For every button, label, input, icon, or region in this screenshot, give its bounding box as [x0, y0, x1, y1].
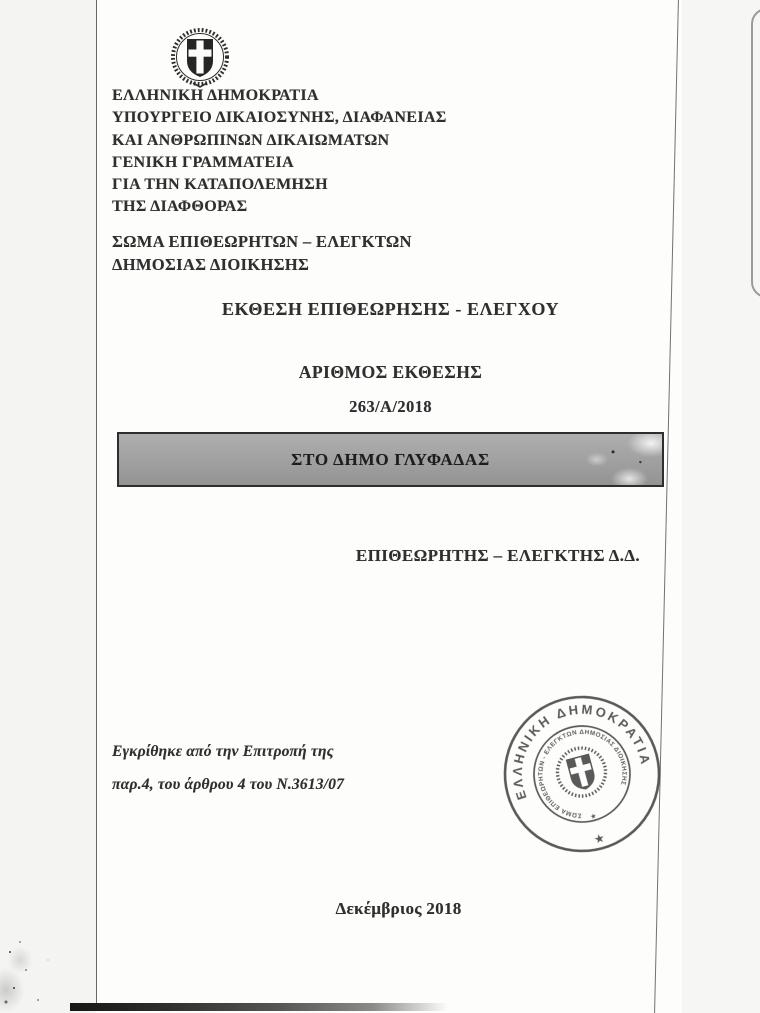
- stamp-center-emblem: [552, 743, 611, 802]
- approval-line: Εγκρίθηκε από την Επιτροπή της: [112, 743, 334, 760]
- greek-coat-of-arms-icon: [160, 23, 240, 93]
- inspector-line: ΕΠΙΘΕΩΡΗΤΗΣ – ΕΛΕΓΚΤΗΣ Δ.Δ.: [355, 546, 640, 565]
- stamp-outer-text: ΕΛΛΗΝΙΚΗ ΔΗΜΟΚΡΑΤΙΑ: [509, 701, 654, 802]
- header-line: ΥΠΟΥΡΓΕΙΟ ΔΙΚΑΙΟΣΥΝΗΣ, ΔΙΑΦΑΝΕΙΑΣ: [112, 109, 447, 127]
- ministry-header-block: [112, 85, 447, 219]
- report-number-label: ΑΡΙΘΜΟΣ ΕΚΘΕΣΗΣ: [298, 362, 483, 382]
- header-line: ΓΙΑ ΤΗΝ ΚΑΤΑΠΟΛΕΜΗΣΗ: [112, 176, 328, 194]
- report-title: ΕΚΘΕΣΗ ΕΠΙΘΕΩΡΗΣΗΣ - ΕΛΕΓΧΟΥ: [221, 299, 560, 319]
- approval-line: παρ.4, του άρθρου 4 του Ν.3613/07: [112, 776, 345, 793]
- header-line: ΓΕΝΙΚΗ ΓΡΑΜΜΑΤΕΙΑ: [112, 153, 294, 171]
- agency-block: [112, 231, 412, 276]
- header-line: ΚΑΙ ΑΝΘΡΩΠΙΝΩΝ ΔΙΚΑΙΩΜΑΤΩΝ: [112, 131, 390, 149]
- approval-note: [112, 735, 344, 801]
- scan-bottom-bar-artifact: [70, 1003, 448, 1011]
- report-number: 263/Α/2018: [349, 397, 432, 416]
- scan-corner-artifact: [751, 8, 760, 298]
- scan-margin-right: [682, 0, 760, 1013]
- stamp-outer-star: ★: [592, 830, 607, 847]
- subject-banner: [117, 432, 664, 487]
- header-line: ΤΗΣ ΔΙΑΦΘΟΡΑΣ: [112, 198, 248, 216]
- page-edge-line-left: [96, 0, 97, 1010]
- scan-margin-left: [0, 0, 96, 1013]
- agency-line: ΔΗΜΟΣΙΑΣ ΔΙΟΙΚΗΣΗΣ: [112, 254, 310, 274]
- stamp-inner-text: ΣΩΜΑ ΕΠΙΘΕΩΡΗΤΩΝ - ΕΛΕΓΚΤΩΝ ΔΗΜΟΣΙΑΣ ΔΙΟΙΚΗΣΗΣ: [537, 728, 628, 819]
- subject-banner-label: ΣΤΟ ΔΗΜΟ ΓΛΥΦΑΔΑΣ: [291, 450, 490, 469]
- agency-line: ΣΩΜΑ ΕΠΙΘΕΩΡΗΤΩΝ – ΕΛΕΓΚΤΩΝ: [112, 232, 412, 251]
- page-edge-line-right: [654, 0, 679, 1013]
- scan-noise-speckles: [0, 930, 75, 1013]
- header-line: ΕΛΛΗΝΙΚΗ ΔΗΜΟΚΡΑΤΙΑ: [112, 87, 319, 104]
- stamp-inner-star: ★: [589, 812, 598, 822]
- report-date: Δεκέμβριος 2018: [335, 899, 462, 918]
